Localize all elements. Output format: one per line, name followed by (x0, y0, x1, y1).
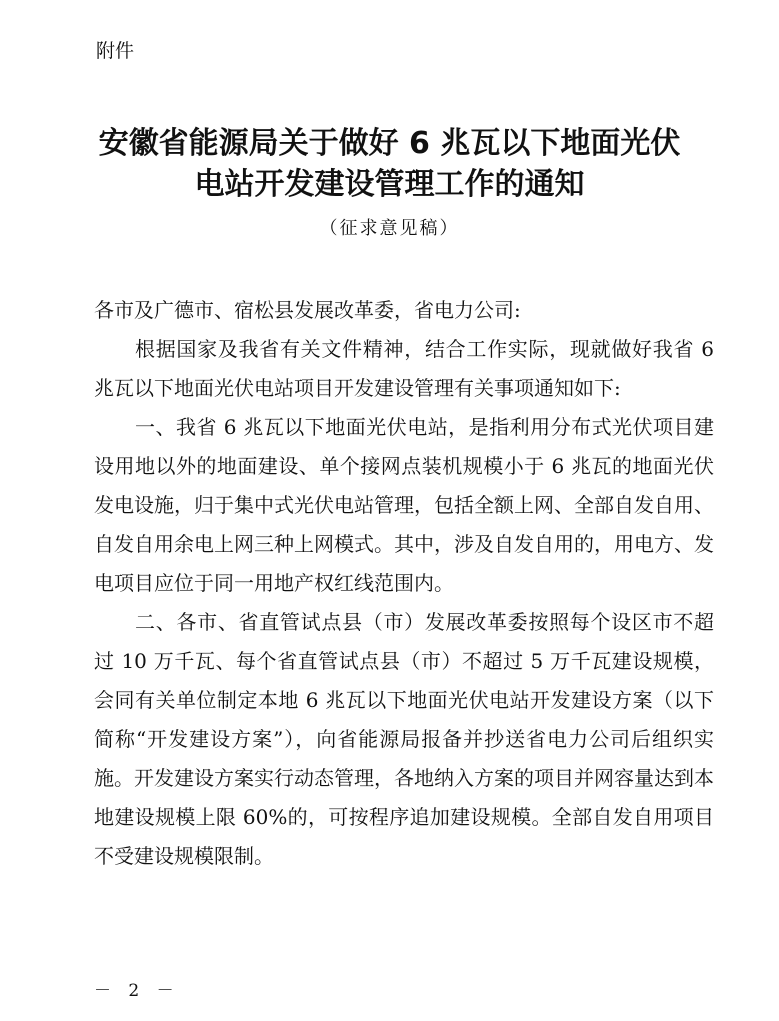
document-title-line-1: 安徽省能源局关于做好 6 兆瓦以下地面光伏 (98, 126, 681, 161)
salutation: 各市及广德市、宿松县发展改革委，省电力公司: (94, 298, 521, 322)
paragraph-item-1: 一、我省 6 兆瓦以下地面光伏电站，是指利用分布式光伏项目建设用地以外的地面建设、单个接网点装机规模小于 6 兆瓦的地面光伏发电设施，归于集中式光伏电站管理，包括全额上网、全部自发自用、自发自用余电上网三种上网模式。其中，涉及自发自用的，用电方、发电项目应位于同一用地产权红线范围内。 (94, 415, 714, 595)
attachment-label: 附件 (96, 40, 135, 62)
paragraph-item-2: 二、各市、省直管试点县（市）发展改革委按照每个设区市不超过 10 万千瓦、每个省直管试点县（市）不超过 5 万千瓦建设规模，会同有关单位制定本地 6 兆瓦以下地面光伏电站开发建设方案（以下简称“开发建设方案”），向省能源局报备并抄送省电力公司后组织实施。开发建设方案实行动态管理，各地纳入方案的项目并网容量达到本地建设规模上限 60%的，可按程序追加建设规模。全部自发自用项目不受建设规模限制。 (94, 610, 714, 868)
document-body (94, 291, 714, 876)
document-title-line-2: 电站开发建设管理工作的通知 (194, 167, 585, 202)
document-subtitle: （征求意见稿） (319, 218, 460, 239)
page-number: － 2 － (94, 981, 180, 1001)
paragraph-intro: 根据国家及我省有关文件精神，结合工作实际，现就做好我省 6 兆瓦以下地面光伏电站项目开发建设管理有关事项通知如下: (94, 337, 714, 400)
